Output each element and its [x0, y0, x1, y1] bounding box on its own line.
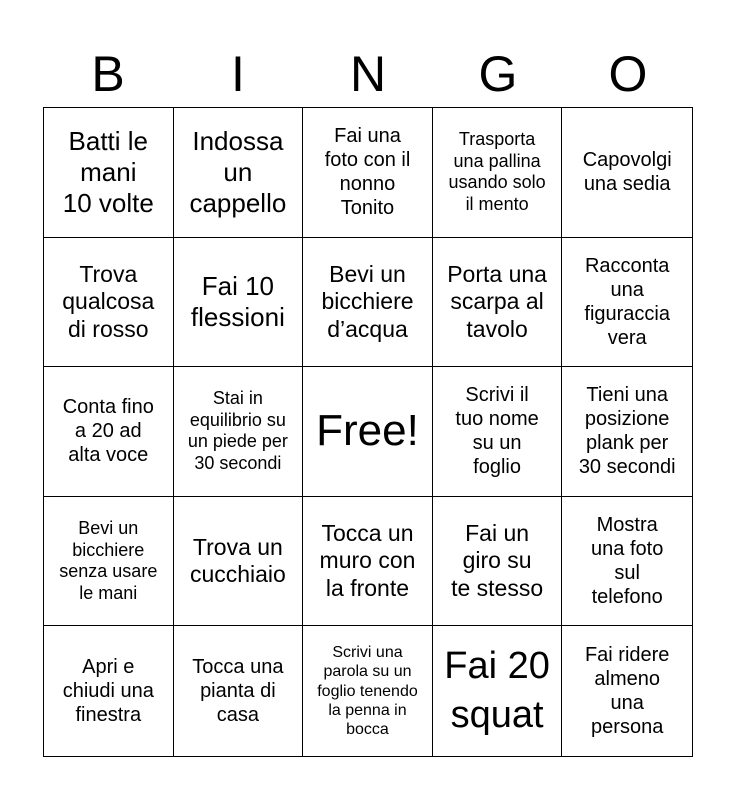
bingo-cell-r5c3[interactable]	[303, 626, 433, 756]
bingo-cell-r1c2[interactable]	[174, 108, 304, 238]
header-letter-b: B	[91, 46, 125, 102]
header-letter-n: N	[349, 46, 387, 102]
bingo-cell-r3c5[interactable]	[562, 367, 692, 497]
cell-text: Apri e chiudi una finestra	[62, 656, 154, 727]
cell-text: Capovolgi una sedia	[582, 149, 672, 196]
bingo-cell-r2c5[interactable]	[562, 238, 692, 368]
cell-text: Indossa un cappello	[189, 125, 287, 218]
bingo-cell-r5c5[interactable]	[562, 626, 692, 756]
bingo-cell-r3c1[interactable]	[44, 367, 174, 497]
free-space-text: Free!	[316, 406, 419, 456]
cell-text: Trova un cucchiaio	[189, 533, 286, 588]
cell-text: Scrivi una parola su un foglio tenendo la penna in bocca	[317, 644, 418, 738]
header-letter-o: O	[608, 46, 648, 102]
bingo-cell-r1c3[interactable]	[303, 108, 433, 238]
bingo-header	[43, 40, 693, 108]
cell-text: Bevi un bicchiere d’acqua	[321, 260, 414, 342]
cell-text: Mostra una foto sul telefono	[591, 514, 664, 609]
bingo-cell-r1c4[interactable]	[433, 108, 563, 238]
header-letter-g: G	[478, 46, 518, 102]
cell-text: Fai 10 flessioni	[190, 270, 285, 332]
cell-text: Tocca un muro con la fronte	[319, 519, 416, 601]
bingo-cell-r3c2[interactable]	[174, 367, 304, 497]
bingo-cell-r5c4[interactable]	[433, 626, 563, 756]
bingo-cell-r1c5[interactable]	[562, 108, 692, 238]
bingo-cell-free[interactable]	[303, 367, 433, 497]
cell-text: Porta una scarpa al tavolo	[447, 260, 547, 342]
cell-text: Racconta una figuraccia vera	[584, 254, 670, 349]
bingo-cell-r5c1[interactable]	[44, 626, 174, 756]
bingo-cell-r2c1[interactable]	[44, 238, 174, 368]
cell-text: Trasporta una pallina usando solo il mento	[448, 129, 546, 214]
bingo-cell-r4c1[interactable]	[44, 497, 174, 627]
bingo-cell-r1c1[interactable]	[44, 108, 174, 238]
bingo-cell-r2c4[interactable]	[433, 238, 563, 368]
cell-text: Fai 20 squat	[444, 644, 550, 737]
cell-text: Bevi un bicchiere senza usare le mani	[59, 517, 158, 603]
bingo-cell-r4c3[interactable]	[303, 497, 433, 627]
cell-text: Scrivi il tuo nome su un foglio	[455, 384, 539, 479]
bingo-cell-r2c3[interactable]	[303, 238, 433, 368]
bingo-cell-r4c2[interactable]	[174, 497, 304, 627]
cell-text: Tocca una pianta di casa	[192, 656, 284, 727]
cell-text: Conta fino a 20 ad alta voce	[62, 396, 154, 467]
bingo-cell-r3c4[interactable]	[433, 367, 563, 497]
cell-text: Trova qualcosa di rosso	[62, 260, 155, 342]
cell-text: Batti le mani 10 volte	[62, 125, 154, 218]
bingo-grid	[43, 107, 693, 757]
cell-text: Tieni una posizione plank per 30 secondi	[578, 384, 676, 479]
cell-text: Fai un giro su te stesso	[451, 519, 544, 601]
bingo-cell-r2c2[interactable]	[174, 238, 304, 368]
bingo-cell-r4c5[interactable]	[562, 497, 692, 627]
header-letter-i: I	[231, 46, 245, 102]
bingo-cell-r4c4[interactable]	[433, 497, 563, 627]
cell-text: Fai una foto con il nonno Tonito	[324, 125, 411, 220]
bingo-cell-r5c2[interactable]	[174, 626, 304, 756]
cell-text: Stai in equilibrio su un piede per 30 secondi	[187, 388, 288, 474]
cell-text: Fai ridere almeno una persona	[584, 644, 670, 739]
